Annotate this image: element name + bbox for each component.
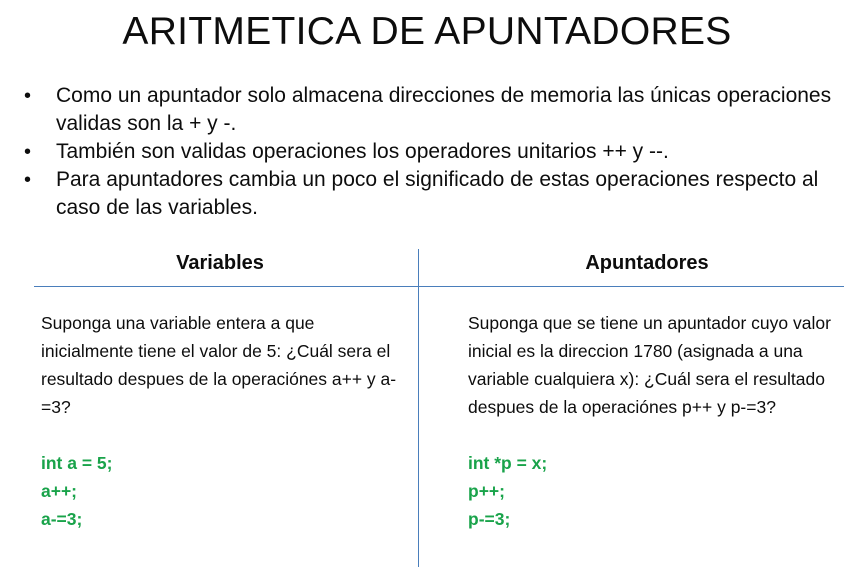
bullet-text: Como un apuntador solo almacena direcciones de memoria las únicas operaciones validas son la + y -. <box>56 84 832 135</box>
bullet-item <box>20 82 840 138</box>
apuntadores-cell <box>468 309 838 533</box>
variables-description: Suponga una variable entera a que inicialmente tiene el valor de 5: ¿Cuál sera el resultado despues de la operaciónes a++ y a-=3? <box>41 313 397 417</box>
code-line: a-=3; <box>41 509 83 529</box>
slide-title: ARITMETICA DE APUNTADORES <box>122 10 732 53</box>
bullet-item <box>20 166 840 222</box>
table-horizontal-divider <box>34 286 844 287</box>
variables-cell <box>41 309 411 533</box>
bullet-text: Para apuntadores cambia un poco el significado de estas operaciones respecto al caso de las variables. <box>56 168 819 219</box>
bullet-item <box>20 138 840 166</box>
code-line: int *p = x; <box>468 453 548 473</box>
bullet-list <box>20 82 840 222</box>
code-line: a++; <box>41 481 77 501</box>
apuntadores-description: Suponga que se tiene un apuntador cuyo valor inicial es la direccion 1780 (asignada a una variable cualquiera x): ¿Cuál sera el resultado despues de la operaciónes p++ y p-=3? <box>468 313 831 417</box>
bullet-dot-icon: • <box>24 169 32 191</box>
column-header-apuntadores: Apuntadores <box>585 252 709 274</box>
bullet-dot-icon: • <box>24 141 32 163</box>
code-line: p++; <box>468 481 505 501</box>
code-line: int a = 5; <box>41 453 113 473</box>
bullet-text: También son validas operaciones los operadores unitarios ++ y --. <box>56 140 669 163</box>
column-header-variables: Variables <box>176 252 264 274</box>
code-line: p-=3; <box>468 509 511 529</box>
table-vertical-divider <box>418 249 419 567</box>
bullet-dot-icon: • <box>24 85 32 107</box>
